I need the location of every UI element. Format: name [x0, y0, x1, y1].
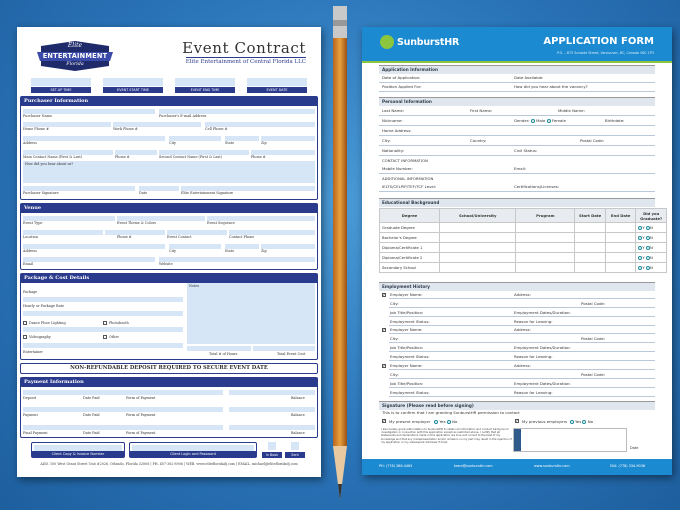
sign-date-label: Date — [139, 191, 148, 195]
website-field[interactable] — [159, 257, 315, 262]
other-label: Other — [109, 335, 119, 339]
venue-email-label: Email — [23, 262, 33, 266]
logo-top-text: Elite — [67, 42, 83, 49]
tab-event-date: EVENT DATE — [247, 87, 307, 93]
notes-label: Notes — [189, 284, 200, 288]
table-row — [380, 243, 667, 253]
payment-balance-field[interactable] — [229, 407, 315, 412]
table-row — [380, 263, 667, 273]
table-row — [380, 233, 667, 243]
deposit-date-label: Date Paid — [83, 396, 100, 400]
contract-title: Event Contract — [182, 39, 306, 57]
employer-address-label: Address: — [514, 327, 531, 332]
event-contact-label: Event Contact — [167, 235, 192, 239]
heard-about-label: How did you hear about us? — [25, 162, 74, 166]
table-row — [380, 253, 667, 263]
date-available-label: Date Available: — [514, 75, 544, 80]
reason-leaving-label: Reason for Leaving: — [514, 354, 553, 359]
sent-checkbox[interactable] — [291, 442, 299, 450]
final-date-label: Date Paid — [83, 431, 100, 435]
signature-heading: Signature (Please read before signing) — [379, 401, 655, 410]
purchaser-email-label: Purchaser's E-mail Address — [159, 114, 207, 118]
employer-postal-label: Postal Code: — [581, 301, 606, 306]
city-label-app: City: — [382, 138, 391, 143]
present-employer-label: My present employer — [389, 418, 431, 424]
second-phone-label: Phone # — [251, 155, 266, 159]
certifications-label: Certifications/Licenses: — [514, 184, 560, 189]
previous-employer-options: My previous employers Yes No — [522, 418, 594, 424]
venue-section — [20, 203, 318, 270]
total-cost-field[interactable] — [253, 346, 315, 351]
degree-cell: Graduate Degree — [380, 223, 440, 233]
male-label: Male — [536, 118, 546, 123]
sent-label: Sent — [285, 452, 305, 458]
employer-postal-label: Postal Code: — [581, 336, 606, 341]
photobooth-checkbox[interactable] — [103, 321, 107, 325]
venue-city-field[interactable] — [169, 244, 221, 249]
total-hours-label: Total # of Hours — [209, 352, 238, 356]
venue-heading: Venue — [21, 204, 317, 213]
employment-status-label: Employment Status: — [390, 390, 430, 395]
nickname-label: Nickname: — [382, 118, 403, 123]
venue-zip-field[interactable] — [261, 244, 315, 249]
sunburst-logo-icon — [380, 35, 394, 49]
venue-phone-field[interactable] — [105, 230, 165, 235]
female-radio[interactable] — [547, 119, 551, 123]
col-school: School/University — [440, 209, 516, 223]
employer-2-checkbox[interactable] — [382, 328, 386, 332]
event-theme-label: Event Theme & Colors — [117, 221, 156, 225]
previous-employer-checkbox[interactable] — [515, 419, 519, 423]
footer-email: team@sunbursthr.com — [454, 464, 493, 468]
deposit-notice — [20, 363, 318, 374]
start-time-field[interactable] — [103, 78, 163, 86]
employment-dates-label: Employment Dates/Duration: — [514, 310, 571, 315]
job-title-label: Job Title/Position: — [390, 345, 424, 350]
employer-label: Employer Name: — [390, 292, 423, 297]
application-form-sheet — [362, 27, 672, 475]
mobile-label: Mobile Number: — [382, 166, 413, 171]
home-phone-label: Home Phone # — [23, 127, 49, 131]
rate-label: Hourly or Package Rate — [23, 304, 65, 308]
city-label: City — [169, 141, 176, 145]
tab-event-start: EVENT START TIME — [103, 87, 163, 93]
col-start-date: Start Date — [575, 209, 606, 223]
fine-print: I also hereby grant authorization to SunburstHR to obtain all information and conduct background investigation in connection with this application except as restricted above. I certify that all statements and declarations made in this application are true and correct to the best of my knowledge and that any misrepresentation and/or omission on my part may result in the rejection of my application or my subsequent dismissal if hired. — [381, 428, 512, 444]
degree-cell: Diploma/Certificate 1 — [380, 243, 440, 253]
payment-form-label: Form of Payment — [126, 413, 156, 417]
employment-status-label: Employment Status: — [390, 354, 430, 359]
education-header-row — [380, 209, 667, 223]
videography-label: Videography — [29, 335, 51, 339]
ielts-label: IELTS/CELPIP/TEF/TCF Level: — [382, 184, 437, 189]
final-form-label: Form of Payment — [126, 431, 156, 435]
civil-status-label: Civil Status: — [514, 148, 538, 153]
in-book-checkbox[interactable] — [268, 442, 276, 450]
payment-row-field[interactable] — [23, 407, 223, 412]
purchaser-heading: Purchaser Information — [21, 97, 317, 106]
additional-info-subheading: ADDITIONAL INFORMATION — [382, 176, 434, 181]
col-degree: Degree — [380, 209, 440, 223]
logo-bottom-text: Florida — [66, 62, 84, 67]
graduated-cell[interactable]: Y N — [636, 223, 667, 233]
app-footer — [362, 459, 672, 475]
elite-signature-label: Elite Entertainment Signature — [181, 191, 234, 195]
employer-city-label: City: — [390, 336, 399, 341]
entertainer-label: Entertainer — [23, 350, 43, 354]
birthdate-label: Birthdate: — [605, 118, 625, 123]
website-label: Website — [159, 262, 173, 266]
package-section — [20, 273, 318, 360]
previous-no-radio[interactable] — [582, 420, 586, 424]
degree-cell: Bachelor's Degree — [380, 233, 440, 243]
payment-balance-label: Balance — [291, 413, 305, 417]
postal-code-label: Postal Code: — [580, 138, 605, 143]
deposit-balance-label: Balance — [291, 396, 305, 400]
home-address-label: Home Address: — [382, 128, 412, 133]
zip-label: Zip — [261, 141, 267, 145]
brand-name: SunburstHR — [397, 37, 460, 48]
reason-leaving-label: Reason for Leaving: — [514, 390, 553, 395]
table-row — [380, 223, 667, 233]
event-sequence-label: Event Sequence — [207, 221, 235, 225]
tab-setup-time: SET-UP TIME — [31, 87, 91, 93]
logo-main-text: ENTERTAINMENT — [42, 52, 108, 60]
venue-city-label: City — [169, 249, 176, 253]
country-label: Country: — [470, 138, 487, 143]
company-address: ADD. 100 West Grant Street Unit #2026, Orlando, Florida 32806 | PH. 407-362-8906 | WEB. www.elitefloridadj.com | EMAIL. michael@elitefloridadj.com — [40, 462, 298, 466]
education-table — [379, 208, 667, 273]
app-header — [362, 27, 672, 61]
venue-zip-label: Zip — [261, 249, 267, 253]
graduated-cell[interactable]: Y N — [636, 253, 667, 263]
client-copy-box[interactable] — [31, 442, 125, 458]
form-title: APPLICATION FORM — [543, 36, 654, 47]
address-field[interactable] — [23, 136, 165, 141]
contact-info-subheading: CONTACT INFORMATION — [382, 158, 428, 163]
employer-label: Employer Name: — [390, 327, 423, 332]
last-name-label: Last Name: — [382, 108, 405, 113]
package-heading: Package & Cost Details — [21, 274, 317, 283]
job-title-label: Job Title/Position: — [390, 310, 424, 315]
end-time-field[interactable] — [175, 78, 235, 86]
email-label-app: Email: — [514, 166, 527, 171]
contact-phone-label: Contact Phone — [229, 235, 255, 239]
employment-heading: Employment History — [379, 282, 655, 291]
purchaser-name-label: Purchaser Name — [23, 114, 52, 118]
present-employer-checkbox[interactable] — [382, 419, 386, 423]
signature-box[interactable] — [513, 428, 627, 452]
employer-label: Employer Name: — [390, 363, 423, 368]
employment-dates-label: Employment Dates/Duration: — [514, 345, 571, 350]
venue-address-label: Address — [23, 249, 37, 253]
previous-employer-row — [512, 418, 652, 426]
videography-checkbox[interactable] — [23, 335, 27, 339]
degree-cell: Secondary School — [380, 263, 440, 273]
header-address: P.O. – 675 Sunside Street, Vancouver, BC, Canada V6C 1P3 — [557, 51, 654, 55]
main-phone-label: Phone # — [115, 155, 130, 159]
dance-floor-checkbox[interactable] — [23, 321, 27, 325]
job-title-label: Job Title/Position: — [390, 381, 424, 386]
signature-date-label: Date — [630, 446, 639, 450]
deposit-form-label: Form of Payment — [126, 396, 156, 400]
in-book-box[interactable] — [262, 442, 282, 458]
pencil — [330, 6, 350, 506]
venue-phone-label: Phone # — [117, 235, 132, 239]
other-checkbox[interactable] — [103, 335, 107, 339]
deposit-balance-field[interactable] — [229, 390, 315, 395]
reason-leaving-label: Reason for Leaving: — [514, 319, 553, 324]
col-end-date: End Date — [605, 209, 636, 223]
in-book-label: In Book — [262, 452, 282, 458]
education-heading: Educational Background — [379, 198, 655, 207]
payment-heading: Payment Information — [21, 378, 317, 387]
package-field[interactable] — [23, 297, 183, 302]
degree-cell: Diploma/Certificate 2 — [380, 253, 440, 263]
present-yes-radio[interactable] — [434, 420, 438, 424]
graduated-cell[interactable]: Y N — [636, 243, 667, 253]
client-copy-label: Client Copy & Invoice Number — [32, 451, 124, 457]
package-extra-field[interactable] — [23, 327, 183, 332]
event-type-label: Event Type — [23, 221, 43, 225]
final-balance-field[interactable] — [229, 425, 315, 430]
deposit-row-field[interactable] — [23, 390, 223, 395]
employer-address-label: Address: — [514, 363, 531, 368]
work-phone-label: Work Phone # — [113, 127, 138, 131]
employer-1-checkbox[interactable] — [382, 293, 386, 297]
footer-website: www.sunbursthr.com — [534, 464, 570, 468]
female-label: Female — [551, 118, 566, 123]
deposit-text: NON-REFUNDABLE DEPOSIT REQUIRED TO SECURE EVENT DATE — [70, 365, 268, 371]
present-employer-row — [379, 418, 515, 426]
footer-fax: FAX: (778) 334-9036 — [610, 464, 646, 468]
employment-status-label: Employment Status: — [390, 319, 430, 324]
employer-address-label: Address: — [514, 292, 531, 297]
second-contact-label: Second Contact Name (First & Last) — [159, 155, 222, 159]
permission-text: This is to confirm that I am granting SunburstHR permission to contact — [382, 410, 520, 415]
vacancy-source-label: How did you hear about the vacancy? — [514, 84, 588, 89]
cell-phone-label: Cell Phone # — [205, 127, 228, 131]
entertainer-field[interactable] — [23, 343, 183, 348]
event-contract-sheet — [17, 27, 321, 477]
green-stripe — [362, 61, 672, 63]
package-label: Package — [23, 290, 38, 294]
purchaser-section — [20, 96, 318, 200]
elite-logo — [37, 40, 113, 72]
final-row-field[interactable] — [23, 425, 223, 430]
employer-3-checkbox[interactable] — [382, 364, 386, 368]
nationality-label: Nationality: — [382, 148, 405, 153]
col-graduated: Did you Graduate? — [636, 209, 667, 223]
zip-field[interactable] — [261, 136, 315, 141]
setup-time-field[interactable] — [31, 78, 91, 86]
male-radio[interactable] — [531, 119, 535, 123]
client-login-box[interactable] — [129, 442, 257, 458]
event-date-field[interactable] — [247, 78, 307, 86]
present-employer-options: My present employer Yes No — [389, 418, 458, 424]
date-of-application-label: Date of Application: — [382, 75, 421, 80]
employment-dates-label: Employment Dates/Duration: — [514, 381, 571, 386]
position-label: Position Applied For: — [382, 84, 422, 89]
dance-floor-label: Dance Floor Lighting — [29, 321, 66, 325]
employer-city-label: City: — [390, 372, 399, 377]
present-no-radio[interactable] — [447, 420, 451, 424]
contract-subtitle: Elite Entertainment of Central Florida LLC — [185, 59, 306, 65]
col-program: Program — [516, 209, 575, 223]
application-info-heading: Application Information — [379, 65, 655, 74]
final-label: Final Payment — [23, 431, 48, 435]
footer-phone: PH: (778) 368-4463 — [379, 464, 413, 468]
location-label: Location — [23, 235, 38, 239]
total-hours-field[interactable] — [187, 346, 251, 351]
first-name-label: First Name: — [470, 108, 493, 113]
payment-date-label: Date Paid — [83, 413, 100, 417]
photobooth-label: Photobooth — [109, 321, 129, 325]
middle-name-label: Middle Name: — [558, 108, 585, 113]
rate-field[interactable] — [23, 311, 183, 316]
notes-field[interactable] — [187, 283, 315, 344]
main-contact-label: Main Contact Name (First & Last) — [23, 155, 83, 159]
previous-employer-label: My previous employers — [522, 418, 568, 424]
employer-postal-label: Postal Code: — [581, 372, 606, 377]
gender-label: Gender: — [514, 118, 530, 123]
previous-yes-radio[interactable] — [570, 420, 574, 424]
tab-event-end: EVENT END TIME — [175, 87, 235, 93]
total-cost-label: Total Event Cost — [277, 352, 306, 356]
payment-section — [20, 377, 318, 438]
time-tabs — [31, 78, 307, 94]
state-label: State — [225, 141, 235, 145]
venue-state-label: State — [225, 249, 235, 253]
address-label: Address — [23, 141, 37, 145]
graduated-cell[interactable]: Y N — [636, 233, 667, 243]
employer-city-label: City: — [390, 301, 399, 306]
purchaser-signature-label: Purchaser Signature — [23, 191, 59, 195]
personal-info-heading: Personal Information — [379, 97, 655, 106]
final-balance-label: Balance — [291, 431, 305, 435]
sent-box[interactable] — [285, 442, 305, 458]
city-field[interactable] — [169, 136, 221, 141]
graduated-cell[interactable]: Y N — [636, 263, 667, 273]
payment-label: Payment — [23, 413, 38, 417]
gender-row — [514, 119, 566, 123]
client-login-label: Client Login and Password — [130, 451, 256, 457]
venue-address-field[interactable] — [23, 244, 165, 249]
deposit-label: Deposit — [23, 396, 37, 400]
venue-email-field[interactable] — [23, 257, 155, 262]
